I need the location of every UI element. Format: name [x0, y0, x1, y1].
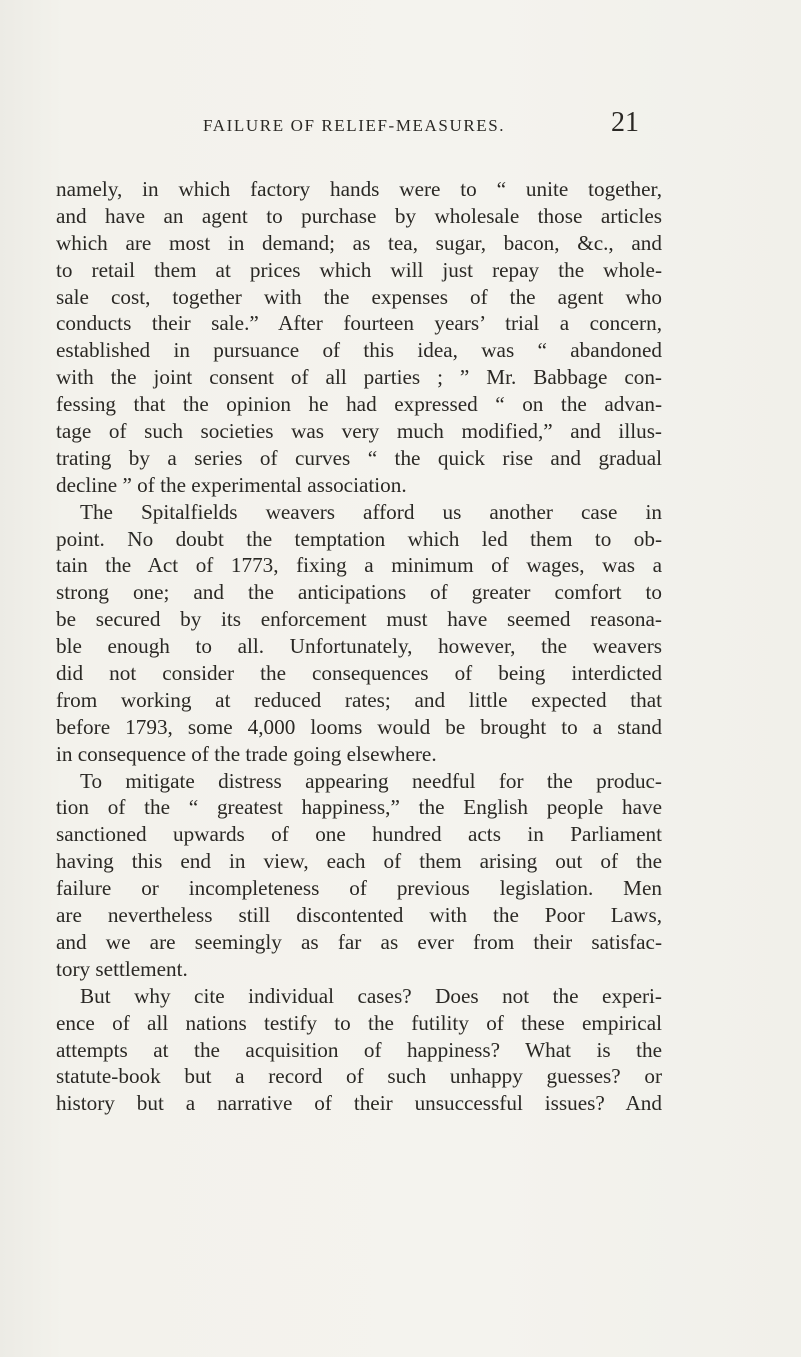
page-number: 21: [611, 107, 639, 138]
text-line: did not consider the consequences of being interdicted: [56, 661, 662, 686]
text-line: which are most in demand; as tea, sugar, bacon, &c., and: [56, 230, 662, 255]
text-line: attempts at the acquisition of happiness? What is the: [56, 1037, 662, 1062]
text-line: strong one; and the anticipations of greater comfort to: [56, 580, 662, 605]
text-line: But why cite individual cases? Does not the experi-: [80, 983, 662, 1008]
text-line: tory settlement.: [56, 956, 188, 981]
text-line: statute-book but a record of such unhappy guesses? or: [56, 1064, 662, 1089]
running-title: FAILURE OF RELIEF-MEASURES.: [203, 116, 506, 135]
text-line: be secured by its enforcement must have seemed reasona-: [56, 607, 662, 632]
text-line: ence of all nations testify to the futility of these empirical: [56, 1010, 662, 1035]
text-line: tain the Act of 1773, fixing a minimum of wages, was a: [56, 553, 662, 578]
text-line: trating by a series of curves “ the quick rise and gradual: [56, 445, 662, 470]
text-line: history but a narrative of their unsuccessful issues? And: [56, 1091, 662, 1116]
text-line: sale cost, together with the expenses of the agent who: [56, 284, 662, 309]
text-line: tion of the “ greatest happiness,” the English people have: [56, 795, 662, 820]
text-line: are nevertheless still discontented with the Poor Laws,: [56, 903, 662, 928]
text-line: and we are seemingly as far as ever from their satisfac-: [56, 929, 662, 954]
text-line: and have an agent to purchase by wholesale those articles: [56, 203, 662, 228]
text-line: tage of such societies was very much modified,” and illus-: [56, 419, 662, 444]
text-line: namely, in which factory hands were to “ unite together,: [56, 177, 662, 201]
text-line: fessing that the opinion he had expressed “ on the advan-: [56, 392, 662, 417]
text-line: from working at reduced rates; and little expected that: [56, 687, 662, 712]
text-line: ble enough to all. Unfortunately, however, the weavers: [56, 634, 662, 659]
text-line: To mitigate distress appearing needful for the produc-: [80, 768, 662, 793]
text-line: having this end in view, each of them arising out of the: [56, 849, 662, 874]
text-line: conducts their sale.” After fourteen years’ trial a concern,: [56, 311, 662, 336]
text-line: established in pursuance of this idea, was “ abandoned: [56, 338, 662, 363]
body-text: [56, 176, 662, 1117]
text-line: failure or incompleteness of previous legislation. Men: [56, 876, 662, 901]
text-line: before 1793, some 4,000 looms would be brought to a stand: [56, 714, 662, 739]
text-line: decline ” of the experimental association.: [56, 472, 407, 497]
text-line: in consequence of the trade going elsewhere.: [56, 741, 437, 766]
text-line: point. No doubt the temptation which led them to ob-: [56, 526, 662, 551]
text-line: sanctioned upwards of one hundred acts in Parliament: [56, 822, 662, 847]
text-line: The Spitalfields weavers afford us another case in: [80, 499, 662, 524]
text-line: with the joint consent of all parties ; ” Mr. Babbage con-: [56, 365, 662, 390]
text-line: to retail them at prices which will just repay the whole-: [56, 257, 662, 282]
